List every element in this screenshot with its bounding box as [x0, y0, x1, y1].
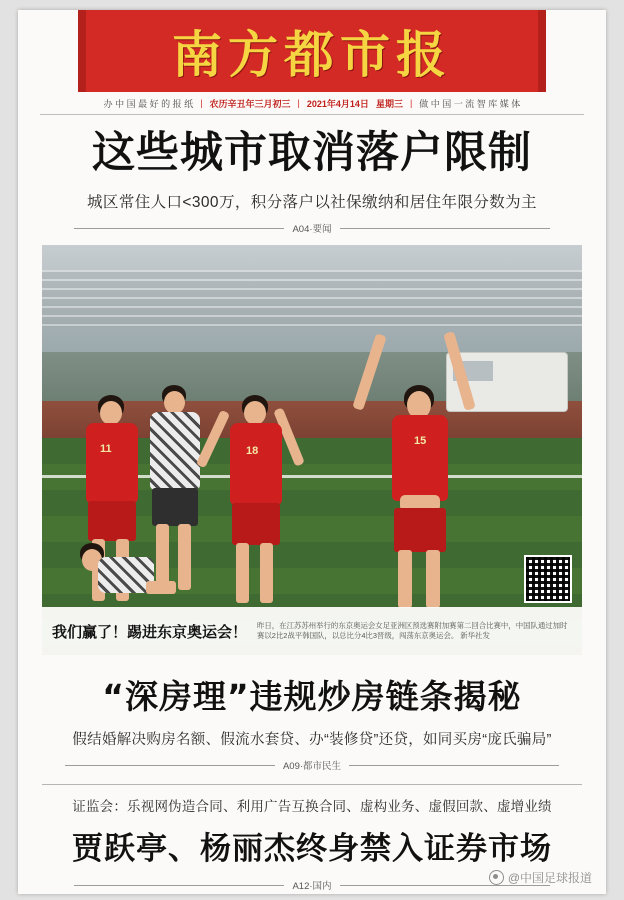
player-jersey	[86, 423, 138, 503]
photo-caption-text: 昨日，在江苏苏州举行的东京奥运会女足亚洲区预选赛附加赛第二回合比赛中，中国队通过加时赛以2比2战平韩国队，以总比分4比3晋级，闯荡东京奥运会。 新华社发	[257, 620, 568, 641]
third-story-kicker: 证监会：乐视网伪造合同、利用广告互换合同、虚构业务、虚假回款、虚增业绩	[72, 799, 552, 815]
lead-reference: A04·要闻	[292, 224, 332, 236]
rule-right	[349, 765, 559, 766]
watermark	[489, 869, 592, 886]
third-story-reference: A12·国内	[292, 881, 332, 893]
player-leg-left	[236, 543, 249, 603]
player-shorts	[88, 501, 136, 541]
qr-code-icon[interactable]	[524, 555, 572, 603]
player-arm-right	[443, 331, 476, 411]
second-story-reference-line	[42, 758, 582, 772]
dateline-separator-3: |	[409, 98, 413, 108]
photo-player-seated	[66, 541, 176, 607]
rule-left	[74, 885, 284, 886]
dateline-separator-1: |	[200, 98, 203, 108]
player-head	[164, 391, 185, 414]
dateline-weekday: 星期三	[375, 98, 403, 109]
masthead	[78, 10, 546, 92]
player-leg-left	[398, 550, 412, 608]
player-jersey-number: 11	[100, 443, 112, 456]
photo-caption-headline: 我们赢了！踢进东京奥运会！	[52, 623, 248, 641]
player-shorts	[152, 488, 198, 526]
lead-headline[interactable]: 这些城市取消落户限制	[92, 128, 532, 178]
newspaper-title: 南方都市报	[172, 25, 452, 84]
dateline-lunar-date: 农历辛丑年三月初三	[209, 98, 291, 109]
player-shorts	[232, 503, 280, 545]
rule-left	[65, 765, 275, 766]
lead-photo	[42, 245, 582, 655]
player-jersey-number: 15	[414, 435, 427, 448]
lead-subhead: 城区常住人口<300万，积分落户以社保缴纳和居住年限分数为主	[87, 194, 537, 212]
second-story	[42, 671, 582, 772]
player-jersey	[230, 423, 282, 505]
dateline-slogan-left: 办 中 国 最 好 的 报 纸	[103, 98, 194, 109]
photo-stand-seats	[42, 270, 582, 327]
dateline-slogan-right: 做 中 国 一 流 智 库 媒 体	[419, 98, 521, 109]
masthead-left-strip	[78, 10, 86, 92]
second-story-reference: A09·都市民生	[282, 761, 342, 773]
rule-left	[74, 228, 284, 229]
player-jersey-number: 18	[246, 445, 259, 458]
masthead-right-strip	[538, 10, 546, 92]
player-jersey	[150, 412, 200, 490]
dateline-date: 2021年4月14日	[306, 98, 369, 109]
dateline	[40, 92, 584, 115]
player-leg-right	[426, 550, 440, 608]
newspaper-front-page	[18, 10, 606, 894]
player-jersey	[392, 415, 448, 501]
player-leg-right	[260, 543, 273, 603]
photo-player-celebrating	[372, 323, 482, 603]
watermark-text: @中国足球报道	[507, 871, 592, 885]
lead-reference-line	[42, 221, 582, 235]
photo-caption-bar	[42, 607, 582, 655]
second-story-headline[interactable]: “深房理”违规炒房链条揭秘	[102, 677, 522, 717]
second-story-subhead: 假结婚解决购房名额、假流水套贷、办“装修贷”还贷，如同买房“庞氏骗局”	[72, 732, 552, 749]
rule-right	[340, 228, 550, 229]
weibo-icon	[489, 870, 504, 885]
photo-player-18	[218, 395, 308, 610]
dateline-separator-2: |	[297, 98, 300, 108]
player-shorts	[394, 508, 446, 552]
section-divider	[42, 784, 582, 785]
player-head	[100, 401, 122, 425]
player-leg	[146, 581, 176, 594]
third-story-headline[interactable]: 贾跃亭、杨丽杰终身禁入证券市场	[72, 831, 552, 868]
player-leg-right	[178, 524, 191, 590]
lead-story	[42, 129, 582, 235]
player-head	[244, 401, 266, 425]
